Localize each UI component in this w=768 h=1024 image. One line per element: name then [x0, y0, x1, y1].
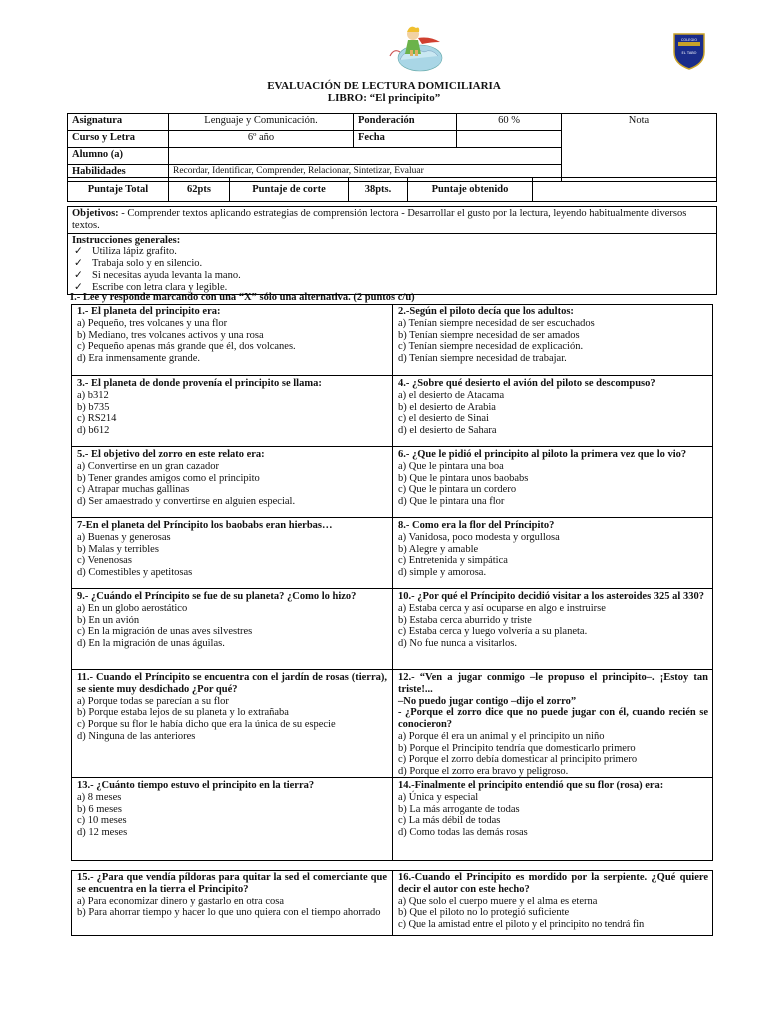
- answer-option[interactable]: b) 6 meses: [77, 803, 122, 815]
- answer-option[interactable]: d) En la migración de unas águilas.: [77, 638, 225, 649]
- puntaje-corte-label: Puntaje de corte: [230, 178, 349, 202]
- question-title: 13.- ¿Cuánto tiempo estuvo el principito en la tierra?: [77, 780, 315, 791]
- answer-option[interactable]: c) Venenosas: [77, 555, 132, 567]
- curso-label: Curso y Letra: [68, 131, 169, 148]
- question-title: 9.- ¿Cuándo el Príncipito se fue de su planeta? ¿Como lo hizo?: [77, 591, 357, 602]
- question-4: [393, 377, 713, 438]
- question-5: [72, 448, 392, 509]
- answer-option[interactable]: b) b735: [77, 401, 110, 413]
- objetivos-label: Objetivos:: [72, 208, 119, 219]
- answer-option[interactable]: a) En un globo aerostático: [77, 602, 188, 614]
- answer-option[interactable]: d) 12 meses: [77, 827, 128, 838]
- question-title: 7-En el planeta del Príncipito los baobabs eran hierbas…: [77, 520, 333, 531]
- instrucciones-label: Instrucciones generales:: [72, 234, 181, 246]
- answer-option[interactable]: a) Porque él era un animal y el principito un niño: [398, 730, 605, 742]
- questions-grid-bottom: [71, 870, 713, 936]
- question-2: [393, 305, 713, 366]
- row-divider: [72, 669, 712, 670]
- objetivos-value: - Comprender textos aplicando estrategias de comprensión lectora - Desarrollar el gusto por la lectura, leyendo habitualmente diversos textos.: [72, 208, 687, 231]
- answer-option[interactable]: a) Tenían siempre necesidad de ser escuchados: [398, 317, 595, 329]
- row-divider: [72, 446, 712, 447]
- question-title: 16.-Cuando el Principito es mordido por la serpiente. ¿Qué quiere decir el autor con este hecho?: [398, 872, 708, 895]
- instruccion-item: ✓ Si necesitas ayuda levanta la mano.: [94, 270, 712, 282]
- puntaje-obtenido-label: Puntaje obtenido: [408, 178, 533, 202]
- alumno-label: Alumno (a): [68, 148, 169, 165]
- question-title: 12.- “Ven a jugar conmigo –le propuso el principito–. ¡Estoy tan triste!...: [398, 672, 708, 695]
- question-title: 15.- ¿Para que vendía píldoras para quitar la sed el comerciante que se encuentra en la tierra el Principito?: [77, 872, 387, 895]
- page-title: EVALUACIÓN DE LECTURA DOMICILIARIA: [267, 80, 501, 92]
- emblem-text-bottom: EL TABO: [681, 51, 697, 55]
- answer-option[interactable]: d) No fue nunca a visitarlos.: [398, 638, 517, 649]
- objetivos-cell: [68, 207, 717, 234]
- question-14: [393, 779, 713, 840]
- instruccion-item: ✓ Escribe con letra clara y legible.: [94, 282, 712, 294]
- answer-option[interactable]: a) Estaba cerca y así ocuparse en algo e instruirse: [398, 602, 606, 614]
- answer-option[interactable]: a) Que solo el cuerpo muere y el alma es eterna: [398, 895, 598, 907]
- answer-option[interactable]: b) Tenían siempre necesidad de ser amados: [398, 329, 580, 341]
- answer-option[interactable]: c) Que la amistad entre el piloto y el principito no tendrá fin: [398, 919, 645, 930]
- answer-option[interactable]: d) Ninguna de las anteriores: [77, 730, 196, 742]
- question-16: [393, 871, 713, 932]
- little-prince-logo: [380, 20, 450, 72]
- question-title: 4.- ¿Sobre qué desierto el avión del piloto se descompuso?: [398, 378, 656, 389]
- answer-option[interactable]: a) Convertirse en un gran cazador: [77, 460, 219, 472]
- answer-option[interactable]: c) Pequeño apenas más grande que él, dos volcanes.: [77, 341, 296, 353]
- answer-option[interactable]: d) Que le pintara una flor: [398, 496, 505, 507]
- answer-option[interactable]: c) En la migración de unas aves silvestres: [77, 626, 253, 638]
- answer-option[interactable]: b) Tener grandes amigos como el principito: [77, 472, 260, 484]
- answer-option[interactable]: b) Porque estaba lejos de su planeta y lo extrañaba: [77, 707, 289, 719]
- instruccion-item: ✓ Trabaja solo y en silencio.: [94, 258, 712, 270]
- question-13: [72, 779, 392, 840]
- instrucciones-cell: [68, 233, 717, 295]
- emblem-text-top: COLEGIO: [680, 38, 698, 42]
- puntaje-total-value: 62pts: [169, 178, 230, 202]
- question-title: 5.- El objetivo del zorro en este relato era:: [77, 449, 265, 460]
- question-12: [393, 671, 713, 779]
- fecha-label: Fecha: [354, 131, 457, 148]
- answer-option[interactable]: a) Para economizar dinero y gastarlo en otra cosa: [77, 895, 284, 907]
- answer-option[interactable]: b) Malas y terribles: [77, 543, 159, 555]
- answer-option[interactable]: c) el desierto de Sinai: [398, 413, 489, 425]
- question-title: 11.- Cuando el Príncipito se encuentra con el jardín de rosas (tierra), se siente muy desdichado ¿Por qué?: [77, 672, 387, 695]
- answer-option[interactable]: b) el desierto de Arabia: [398, 401, 496, 413]
- puntaje-obtenido-field[interactable]: [533, 178, 717, 202]
- school-emblem: [672, 30, 706, 70]
- question-title: 6.- ¿Que le pidió el principito al piloto la primera vez que lo vio?: [398, 449, 687, 460]
- answer-option[interactable]: a) Buenas y generosas: [77, 531, 171, 543]
- question-title: 14.-Finalmente el principito entendió que su flor (rosa) era:: [398, 780, 664, 791]
- score-table: [67, 177, 717, 202]
- answer-option[interactable]: a) Que le pintara una boa: [398, 460, 504, 472]
- answer-option[interactable]: a) Única y especial: [398, 791, 479, 803]
- puntaje-corte-value: 38pts.: [349, 178, 408, 202]
- ponderacion-label: Ponderación: [354, 114, 457, 131]
- asignatura-label: Asignatura: [68, 114, 169, 131]
- answer-option[interactable]: d) Como todas las demás rosas: [398, 827, 528, 838]
- answer-option[interactable]: b) Alegre y amable: [398, 543, 479, 555]
- question-title: 1.- El planeta del principito era:: [77, 306, 221, 317]
- answer-option[interactable]: d) simple y amorosa.: [398, 567, 487, 578]
- answer-option[interactable]: c) Estaba cerca y luego volvería a su planeta.: [398, 626, 588, 638]
- answer-option[interactable]: d) Tenían siempre necesidad de trabajar.: [398, 353, 567, 364]
- question-8: [393, 519, 713, 580]
- fecha-field[interactable]: [457, 131, 562, 148]
- answer-option[interactable]: c) Atrapar muchas gallinas: [77, 484, 190, 496]
- question-11: [72, 671, 392, 744]
- question-10: [393, 590, 713, 651]
- nota-label: Nota: [628, 115, 650, 126]
- answer-option[interactable]: d) b612: [77, 425, 110, 436]
- question-subtitle: - ¿Porque el zorro dice que no puede jugar con él, cuando recién se conocieron?: [398, 707, 708, 730]
- habilidades-value: Recordar, Identificar, Comprender, Relacionar, Sintetizar, Evaluar: [169, 165, 562, 182]
- answer-option[interactable]: c) Tenían siempre necesidad de explicación.: [398, 341, 584, 353]
- nota-field[interactable]: [562, 114, 717, 182]
- curso-value: 6º año: [169, 131, 354, 148]
- answer-option[interactable]: d) el desierto de Sahara: [398, 425, 497, 436]
- question-9: [72, 590, 392, 651]
- habilidades-label: Habilidades: [68, 165, 169, 182]
- answer-option[interactable]: a) Vanidosa, poco modesta y orgullosa: [398, 531, 560, 543]
- instruccion-item: ✓ Utiliza lápiz grafito.: [94, 246, 712, 258]
- row-divider: [72, 517, 712, 518]
- section-title: I.- Lee y responde marcando con una “X” sólo una alternativa. (2 puntos c/u): [70, 292, 415, 303]
- answer-option[interactable]: b) La más arrogante de todas: [398, 803, 520, 815]
- question-15: [72, 871, 392, 920]
- answer-option[interactable]: b) Estaba cerca aburrido y triste: [398, 614, 532, 626]
- questions-grid: [71, 304, 713, 861]
- answer-option[interactable]: d) Porque el zorro era bravo y peligroso.: [398, 766, 569, 777]
- book-title: LIBRO: “El principito”: [327, 92, 441, 104]
- question-title: 8.- Como era la flor del Príncipito?: [398, 520, 555, 531]
- answer-option[interactable]: c) La más débil de todas: [398, 815, 501, 827]
- answer-option[interactable]: c) Que le pintara un cordero: [398, 484, 517, 496]
- answer-option[interactable]: c) RS214: [77, 413, 117, 425]
- question-title: 3.- El planeta de donde provenía el principito se llama:: [77, 378, 322, 389]
- answer-option[interactable]: b) Porque el Principito tendría que domesticarlo primero: [398, 742, 636, 754]
- asignatura-value: Lenguaje y Comunicación.: [169, 114, 354, 131]
- answer-option[interactable]: a) el desierto de Atacama: [398, 389, 505, 401]
- question-title: 10.- ¿Por qué el Príncipito decidió visitar a los asteroides 325 al 330?: [398, 591, 704, 602]
- ponderacion-value: 60 %: [457, 114, 562, 131]
- question-7: [72, 519, 392, 580]
- answer-option[interactable]: a) 8 meses: [77, 791, 122, 803]
- puntaje-total-label: Puntaje Total: [68, 178, 169, 202]
- answer-option[interactable]: d) Ser amaestrado y convertirse en alguien especial.: [77, 496, 296, 507]
- answer-option[interactable]: a) b312: [77, 389, 109, 401]
- answer-option[interactable]: b) Para ahorrar tiempo y hacer lo que uno quiera con el tiempo ahorrado: [77, 907, 381, 919]
- info-table: [67, 113, 717, 182]
- question-3: [72, 377, 392, 438]
- answer-option[interactable]: b) Que el piloto no lo protegió suficiente: [398, 907, 570, 919]
- answer-option[interactable]: b) Que le pintara unos baobabs: [398, 472, 529, 484]
- question-6: [393, 448, 713, 509]
- answer-option[interactable]: c) Entretenida y simpática: [398, 555, 508, 567]
- answer-option[interactable]: a) Porque todas se parecían a su flor: [77, 695, 229, 707]
- question-quote: –No puedo jugar contigo –dijo el zorro”: [398, 695, 577, 707]
- answer-option[interactable]: d) Comestibles y apetitosas: [77, 567, 193, 578]
- answer-option[interactable]: b) En un avión: [77, 614, 140, 626]
- row-divider: [72, 375, 712, 376]
- objectives-table: [67, 206, 717, 295]
- instrucciones-list: [72, 246, 712, 293]
- answer-option[interactable]: c) 10 meses: [77, 815, 127, 827]
- answer-option[interactable]: d) Era inmensamente grande.: [77, 353, 201, 364]
- answer-option[interactable]: b) Mediano, tres volcanes activos y una rosa: [77, 329, 264, 341]
- question-title: 2.-Según el piloto decía que los adultos:: [398, 306, 574, 317]
- answer-option[interactable]: c) Porque su flor le había dicho que era la única de su especie: [77, 719, 336, 730]
- answer-option[interactable]: c) Porque el zorro debía domesticar al principito primero: [398, 754, 638, 766]
- row-divider: [72, 588, 712, 589]
- question-1: [72, 305, 392, 366]
- answer-option[interactable]: a) Pequeño, tres volcanes y una flor: [77, 317, 228, 329]
- alumno-field[interactable]: [169, 148, 562, 165]
